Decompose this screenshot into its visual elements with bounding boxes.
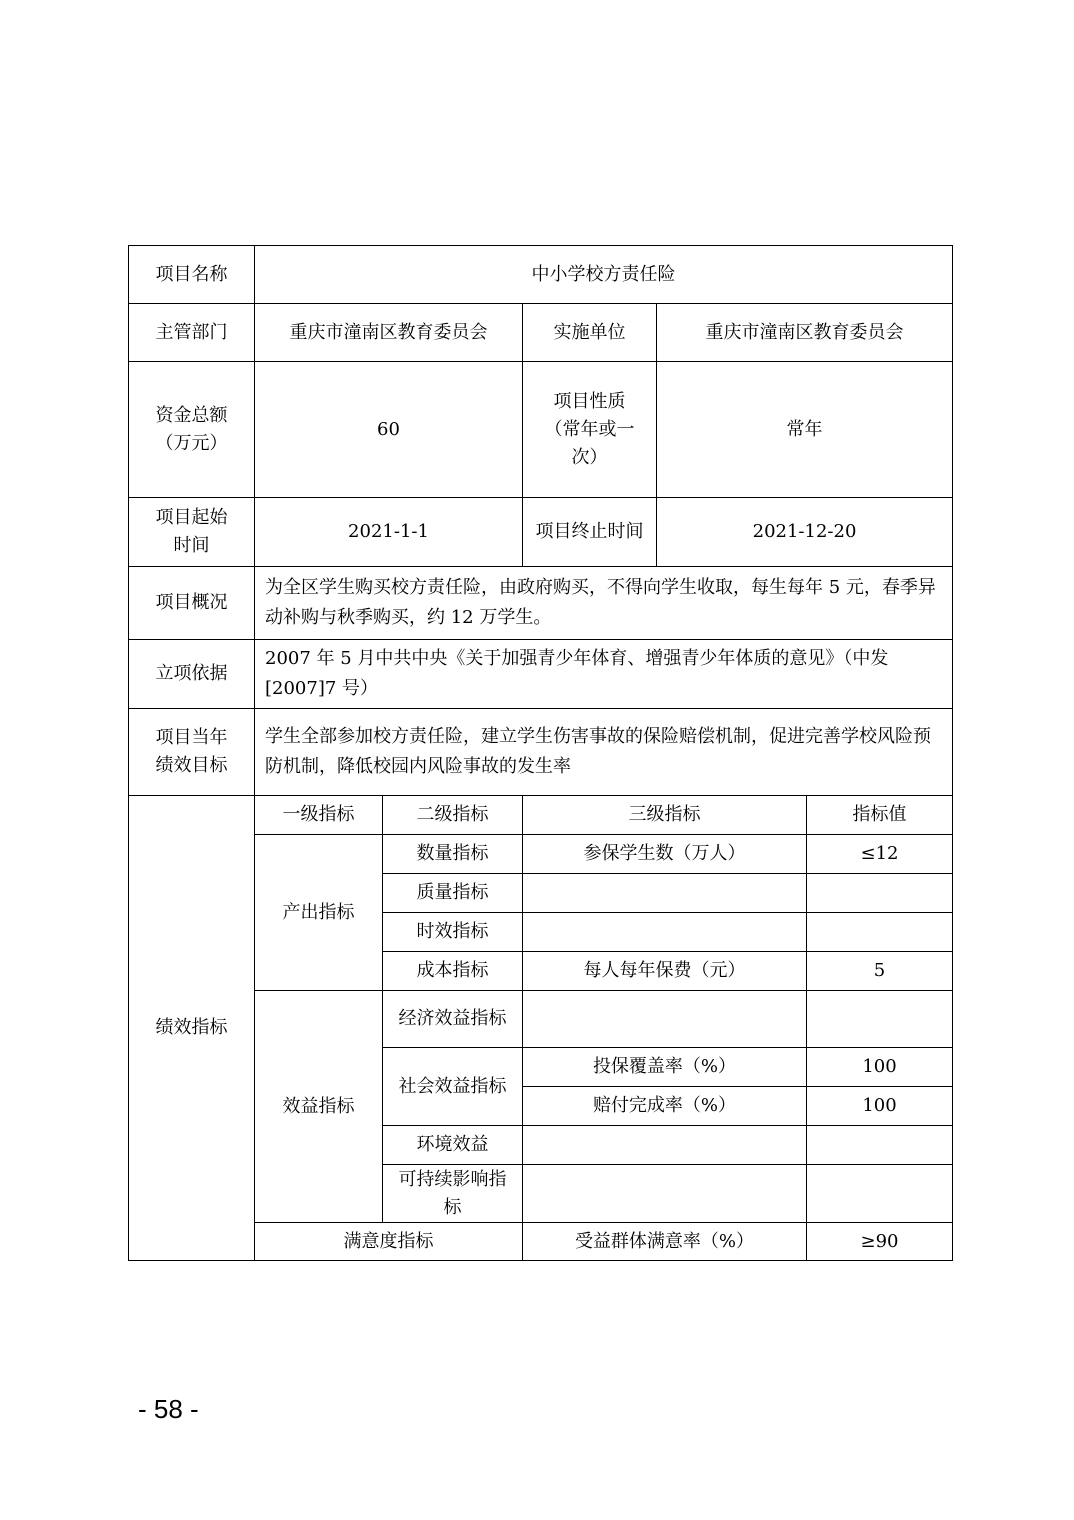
dept-label: 主管部门 [129, 304, 255, 362]
level2-cell: 成本指标 [383, 952, 523, 991]
value-cell [807, 1126, 953, 1165]
satisfaction-indicators-label: 满意度指标 [255, 1223, 523, 1261]
value-cell [807, 874, 953, 913]
project-name-value: 中小学校方责任险 [255, 246, 953, 304]
value-cell [807, 991, 953, 1048]
level3-cell [523, 1165, 807, 1223]
value-cell: ≥90 [807, 1223, 953, 1261]
benefit-indicators-label: 效益指标 [255, 991, 383, 1223]
level3-cell: 投保覆盖率（%） [523, 1048, 807, 1087]
value-cell: 100 [807, 1048, 953, 1087]
level3-cell [523, 991, 807, 1048]
value-cell: 100 [807, 1087, 953, 1126]
performance-goal-table [128, 245, 953, 1261]
basis-value: 2007 年 5 月中共中央《关于加强青少年体育、增强青少年体质的意见》（中发[2007]7 号） [255, 640, 953, 709]
nature-value: 常年 [657, 362, 953, 498]
level2-cell: 可持续影响指标 [383, 1165, 523, 1223]
project-name-label: 项目名称 [129, 246, 255, 304]
level3-cell: 每人每年保费（元） [523, 952, 807, 991]
header-level3: 三级指标 [523, 796, 807, 835]
overview-value: 为全区学生购买校方责任险，由政府购买，不得向学生收取，每生每年 5 元，春季异动补购与秋季购买，约 12 万学生。 [255, 567, 953, 640]
level3-cell [523, 1126, 807, 1165]
page-number: - 58 - [138, 1394, 199, 1424]
impl-value: 重庆市潼南区教育委员会 [657, 304, 953, 362]
value-cell [807, 913, 953, 952]
header-value: 指标值 [807, 796, 953, 835]
level3-cell: 赔付完成率（%） [523, 1087, 807, 1126]
funds-label: 资金总额（万元） [129, 362, 255, 498]
nature-label: 项目性质（常年或一次） [523, 362, 657, 498]
level2-cell: 时效指标 [383, 913, 523, 952]
start-value: 2021-1-1 [255, 498, 523, 567]
value-cell: 5 [807, 952, 953, 991]
start-label: 项目起始时间 [129, 498, 255, 567]
level2-cell: 经济效益指标 [383, 991, 523, 1048]
end-label: 项目终止时间 [523, 498, 657, 567]
level3-cell [523, 913, 807, 952]
value-cell [807, 1165, 953, 1223]
level2-cell: 环境效益 [383, 1126, 523, 1165]
level2-cell: 数量指标 [383, 835, 523, 874]
level3-cell [523, 874, 807, 913]
basis-label: 立项依据 [129, 640, 255, 709]
overview-label: 项目概况 [129, 567, 255, 640]
output-indicators-label: 产出指标 [255, 835, 383, 991]
end-value: 2021-12-20 [657, 498, 953, 567]
level2-cell: 社会效益指标 [383, 1048, 523, 1126]
level3-cell: 参保学生数（万人） [523, 835, 807, 874]
goal-value: 学生全部参加校方责任险，建立学生伤害事故的保险赔偿机制，促进完善学校风险预防机制，降低校园内风险事故的发生率 [255, 709, 953, 796]
dept-value: 重庆市潼南区教育委员会 [255, 304, 523, 362]
goal-label: 项目当年绩效目标 [129, 709, 255, 796]
level3-cell: 受益群体满意率（%） [523, 1223, 807, 1261]
header-level1: 一级指标 [255, 796, 383, 835]
level2-cell: 质量指标 [383, 874, 523, 913]
indicators-label: 绩效指标 [129, 796, 255, 1261]
header-level2: 二级指标 [383, 796, 523, 835]
value-cell: ≤12 [807, 835, 953, 874]
impl-label: 实施单位 [523, 304, 657, 362]
funds-value: 60 [255, 362, 523, 498]
